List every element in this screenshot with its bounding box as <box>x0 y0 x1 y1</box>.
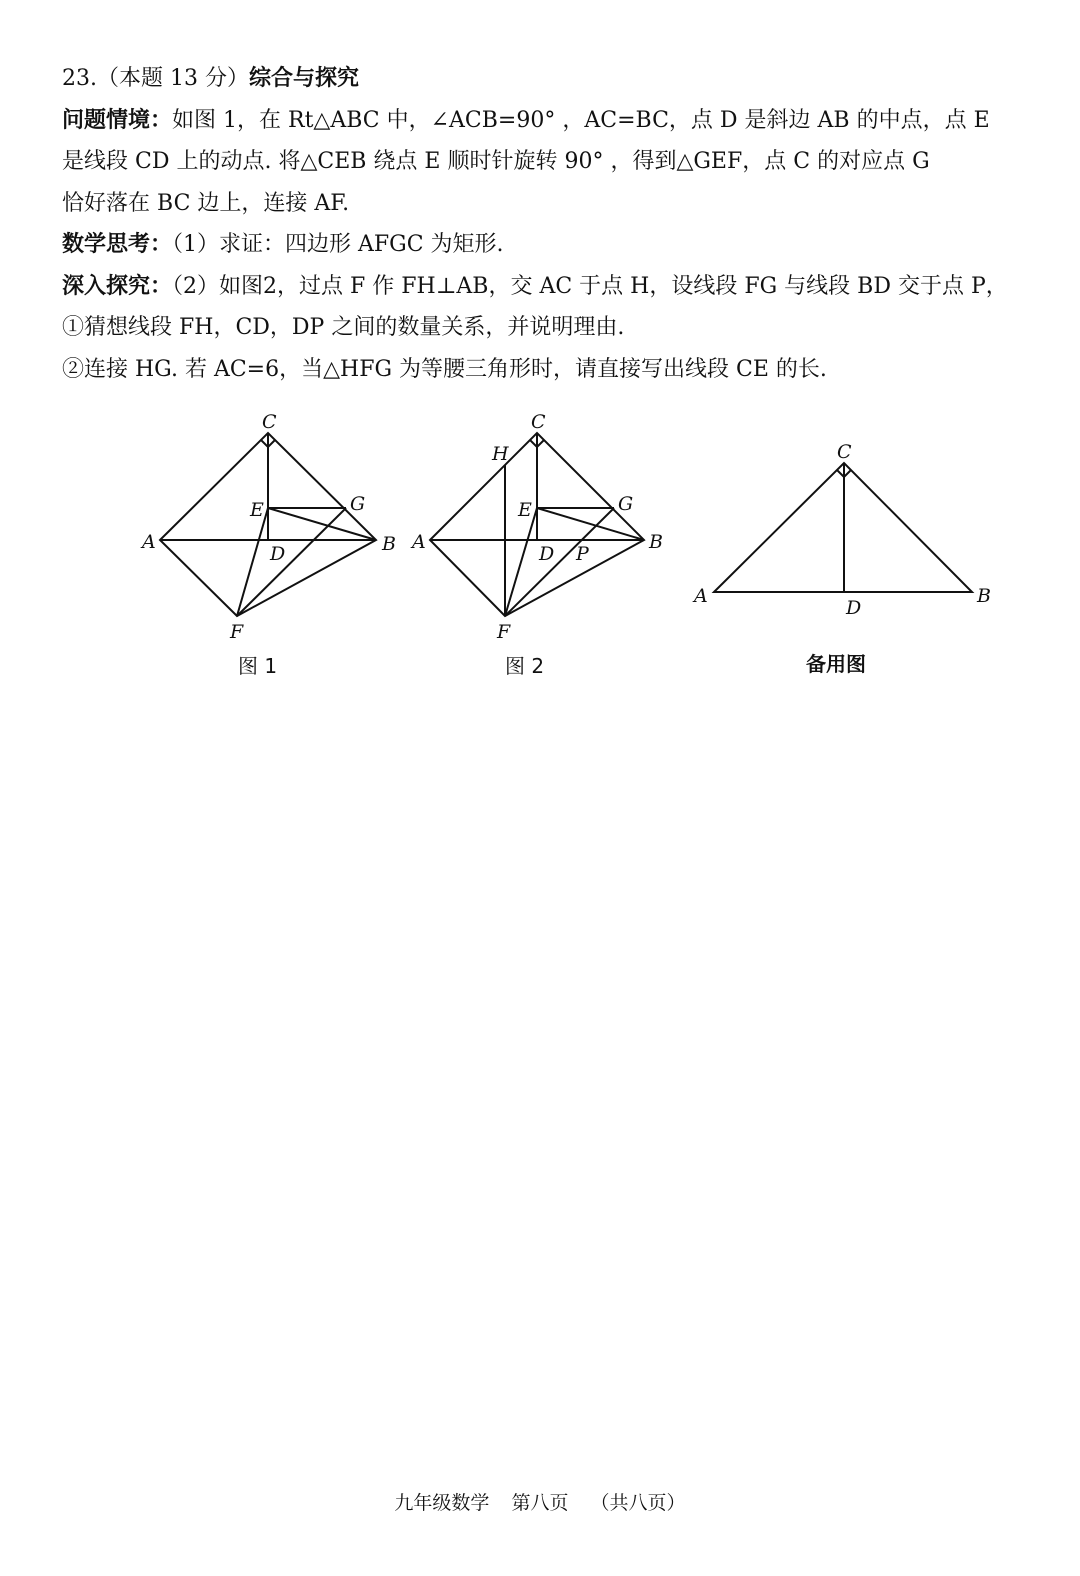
problem-context-text-1: 如图 1，在 Rt△ABC 中，∠ACB=90° ，AC=BC，点 D 是斜边 AB 的中点，点 E <box>172 107 990 133</box>
page-footer <box>0 1488 1080 1515</box>
problem-line-7: ②连接 HG. 若 AC=6，当△HFG 为等腰三角形时，请直接写出线段 CE 的长. <box>62 356 827 382</box>
footer-page: 第八页 <box>511 1492 569 1514</box>
fig1-label-b: B <box>382 533 396 555</box>
fig2-label-g: G <box>618 493 634 515</box>
footer-total: （共八页） <box>590 1492 686 1514</box>
fig1-label-d: D <box>270 543 286 565</box>
fig2-label-d: D <box>539 543 555 565</box>
fig2-label-f: F <box>497 621 511 643</box>
problem-context-label: 问题情境： <box>62 107 173 133</box>
question-header <box>62 58 1037 100</box>
problem-line-4 <box>62 224 1037 266</box>
fig3-caption: 备用图 <box>806 652 866 676</box>
fig1-label-a: A <box>142 531 156 553</box>
math-thinking-label: 数学思考： <box>62 232 173 257</box>
problem-line-5 <box>62 266 1037 308</box>
fig1-label-f: F <box>230 621 244 643</box>
fig2-label-a: A <box>412 531 426 553</box>
fig1-label-c: C <box>262 411 277 433</box>
problem-line-6: ①猜想线段 FH，CD，DP 之间的数量关系，并说明理由. <box>62 315 625 340</box>
deep-exploration-label: 深入探究： <box>62 273 173 299</box>
figures-svg <box>0 400 1080 700</box>
fig3-label-a: A <box>694 585 708 607</box>
part-1-text: （1）求证：四边形 AFGC 为矩形. <box>172 232 504 257</box>
question-number: 23. <box>62 66 97 91</box>
fig2-caption: 图 2 <box>505 654 545 678</box>
fig3-label-c: C <box>837 441 852 463</box>
fig1-label-e: E <box>250 499 264 521</box>
fig2-label-p: P <box>576 543 589 565</box>
fig2-label-b: B <box>649 531 663 553</box>
question-title: 综合与探究 <box>248 66 359 91</box>
question-23 <box>62 58 1037 390</box>
fig2-label-c: C <box>531 411 546 433</box>
question-score: （本题 13 分） <box>97 66 249 91</box>
figure-3 <box>714 463 972 592</box>
part-2-text: （2）如图2，过点 F 作 FH⊥AB，交 AC 于点 H，设线段 FG 与线段 BD 交于点 P， <box>172 273 1008 299</box>
figure-1 <box>160 433 376 616</box>
problem-line-3: 恰好落在 BC 边上，连接 AF. <box>62 190 350 216</box>
figures <box>0 400 1080 700</box>
problem-line-2: 是线段 CD 上的动点. 将△CEB 绕点 E 顺时针旋转 90° ，得到△GEF，点 C 的对应点 G <box>62 149 930 174</box>
fig2-label-h: H <box>492 443 509 465</box>
fig3-label-d: D <box>846 597 862 619</box>
fig1-label-g: G <box>350 493 366 515</box>
fig2-label-e: E <box>518 499 532 521</box>
fig1-caption: 图 1 <box>238 654 278 678</box>
problem-line-1 <box>62 100 1037 142</box>
footer-subject: 九年级数学 <box>394 1492 490 1514</box>
fig3-label-b: B <box>977 585 991 607</box>
figure-2 <box>430 433 644 616</box>
